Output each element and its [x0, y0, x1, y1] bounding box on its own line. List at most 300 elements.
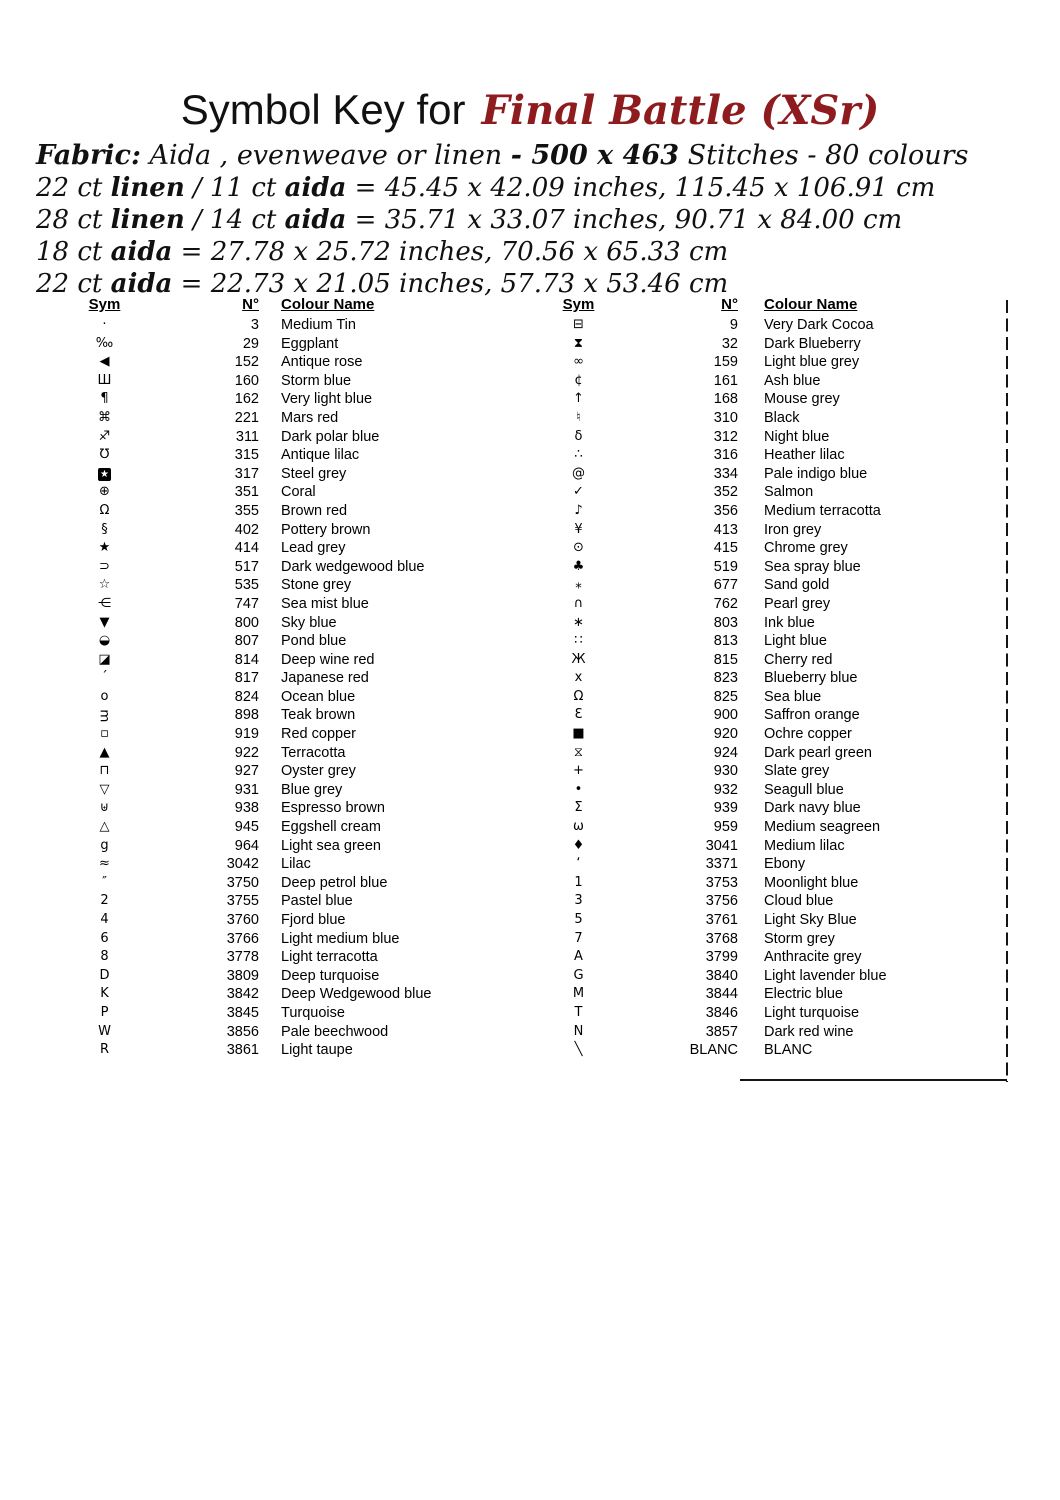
key-row: [536, 651, 1008, 670]
key-row: [62, 521, 531, 540]
colour-name: Coral: [281, 484, 316, 501]
stitch-symbol: ∗: [573, 614, 584, 630]
stitch-symbol: ∷: [574, 633, 583, 649]
key-row: [536, 930, 1008, 949]
key-row: [62, 1004, 531, 1023]
key-row: [536, 483, 1008, 502]
stitch-symbol: A: [574, 949, 583, 965]
stitch-symbol: Ж: [571, 651, 586, 667]
thread-number: 3041: [705, 837, 738, 854]
row-separator-dashed-line: [1006, 300, 1008, 1082]
key-row: [62, 372, 531, 391]
thread-number: 316: [713, 447, 738, 464]
thread-number: 311: [235, 428, 259, 445]
thread-number: 898: [234, 707, 259, 724]
stitch-symbol: 3: [574, 893, 583, 909]
colour-name: Blueberry blue: [764, 670, 858, 687]
key-row: [62, 837, 531, 856]
thread-number: 3371: [705, 856, 738, 873]
stitch-symbol: K: [100, 986, 109, 1002]
colour-name: Oyster grey: [281, 763, 356, 780]
stitch-symbol: ⧗: [573, 335, 584, 351]
key-row: [536, 539, 1008, 558]
colour-name: Ash blue: [764, 372, 821, 389]
title-pattern-name: Final Battle (XSr): [481, 87, 880, 134]
stitch-symbol: △: [99, 819, 110, 835]
thread-number: 3042: [226, 856, 259, 873]
key-row: [62, 688, 531, 707]
key-row: [62, 576, 531, 595]
colour-name: Heather lilac: [764, 447, 845, 464]
colour-name: Deep petrol blue: [281, 874, 388, 891]
key-row: [536, 353, 1008, 372]
stitch-symbol: ·: [102, 317, 107, 332]
stitch-symbol: N: [573, 1023, 584, 1039]
stitch-symbol: ⊓: [99, 763, 110, 779]
key-row: [536, 706, 1008, 725]
colour-name: Pearl grey: [764, 595, 831, 612]
stitch-symbol: M: [572, 986, 585, 1002]
key-row: [62, 409, 531, 428]
stitch-symbol: G: [573, 967, 584, 983]
colour-name: Medium terracotta: [764, 502, 881, 519]
colour-name: Sea mist blue: [281, 595, 369, 612]
thread-number: 919: [234, 726, 259, 743]
colour-name: Pottery brown: [281, 521, 371, 538]
colour-name: Fjord blue: [281, 912, 346, 928]
thread-number: 3840: [705, 967, 738, 984]
thread-number: 334: [713, 465, 738, 482]
colour-name: Chrome grey: [764, 540, 848, 557]
key-row: [536, 446, 1008, 465]
thread-number: 3: [250, 317, 259, 333]
stitch-symbol: 5: [574, 912, 583, 927]
stitch-symbol: 7: [574, 930, 583, 946]
thread-number: 315: [234, 447, 259, 464]
stitch-symbol: §: [101, 521, 108, 537]
colour-name: Very light blue: [281, 391, 373, 408]
stitch-symbol: ♮: [576, 409, 581, 425]
key-row: [62, 911, 531, 930]
stitch-symbol: P: [100, 1004, 109, 1020]
thread-number: 312: [713, 428, 738, 445]
stitch-symbol: ⊙: [573, 540, 584, 556]
colour-name: Storm grey: [764, 930, 835, 947]
key-row: [62, 335, 531, 354]
thread-number: 813: [713, 633, 738, 650]
key-row: [62, 744, 531, 763]
thread-number: 3844: [705, 986, 738, 1003]
thread-number: 927: [234, 763, 259, 780]
thread-number: 824: [234, 688, 259, 705]
key-row: [536, 502, 1008, 521]
thread-number: 3856: [226, 1023, 259, 1040]
thread-number: 168: [713, 391, 738, 408]
colour-name: Dark pearl green: [764, 744, 872, 761]
stitch-symbol: ⌘: [98, 409, 111, 425]
stitch-symbol: ‰: [95, 335, 114, 351]
stitch-symbol: ⋲: [98, 595, 111, 611]
stitch-symbol: Σ: [574, 800, 583, 816]
key-row: [536, 390, 1008, 409]
stitch-symbol: ⁎: [575, 577, 582, 593]
stitch-symbol: ◪: [98, 651, 111, 667]
colour-name: Antique rose: [281, 354, 363, 371]
colour-name: Japanese red: [281, 670, 369, 687]
table-bottom-border-line: [740, 1079, 1007, 1081]
thread-number: 930: [713, 763, 738, 780]
thread-number: 402: [234, 521, 259, 538]
key-row: [536, 781, 1008, 800]
thread-number: 3809: [226, 967, 259, 984]
thread-number: 29: [242, 335, 259, 352]
stitch-symbol: W: [98, 1023, 111, 1039]
stitch-symbol: 1: [574, 874, 583, 890]
stitch-symbol: ¶: [100, 391, 109, 407]
colour-name: Dark navy blue: [764, 800, 861, 817]
colour-name: Iron grey: [764, 521, 822, 538]
thread-number: 414: [234, 540, 259, 557]
key-row: [536, 576, 1008, 595]
thread-number: 825: [713, 688, 738, 705]
stitch-symbol: g: [100, 837, 109, 853]
key-header-row: [536, 296, 1008, 316]
stitch-symbol: ↑: [573, 391, 584, 407]
thread-number: 317: [234, 465, 259, 482]
thread-number: 747: [234, 595, 259, 612]
colour-name: Turquoise: [281, 1004, 345, 1021]
thread-number: BLANC: [689, 1042, 738, 1059]
colour-name: Red copper: [281, 726, 356, 743]
colour-name: Black: [764, 409, 800, 426]
colour-name: Light blue: [764, 633, 827, 650]
key-row: [62, 781, 531, 800]
thread-number: 3842: [226, 986, 259, 1003]
thread-number: 922: [234, 744, 259, 761]
stitch-symbol: ▲: [99, 744, 110, 760]
key-row: [62, 502, 531, 521]
thread-number: 535: [234, 577, 259, 594]
stitch-symbol: D: [99, 967, 110, 983]
colour-name: Light medium blue: [281, 930, 400, 947]
colour-name-column-header: Colour Name: [281, 296, 375, 313]
thread-number: 3766: [226, 930, 259, 947]
thread-number: 355: [234, 502, 259, 519]
thread-number: 932: [713, 781, 738, 798]
key-row: [536, 967, 1008, 986]
stitch-symbol: ✓: [573, 484, 584, 500]
stitch-symbol: R: [99, 1042, 110, 1058]
colour-name: Mouse grey: [764, 391, 840, 408]
stitch-symbol: ◒: [98, 633, 111, 649]
stitch-symbol: x: [574, 670, 583, 686]
fabric-line: 18 ct aida = 27.78 x 25.72 inches, 70.56 x 65.33 cm: [36, 237, 729, 267]
thread-number: 800: [234, 614, 259, 631]
colour-name: Brown red: [281, 502, 348, 519]
key-row: [62, 669, 531, 688]
colour-name: Cloud blue: [764, 893, 834, 910]
colour-name: Lilac: [281, 856, 311, 873]
key-row: [62, 706, 531, 725]
stitch-symbol: 8: [100, 949, 109, 965]
stitch-symbol: ‘: [576, 856, 581, 872]
key-row: [62, 632, 531, 651]
colour-name: Mars red: [281, 409, 339, 426]
thread-number: 310: [713, 409, 738, 426]
stitch-symbol: ¥: [574, 521, 583, 537]
colour-name: Light taupe: [281, 1042, 353, 1059]
colour-name: Slate grey: [764, 763, 830, 780]
stitch-symbol: o: [100, 688, 109, 704]
thread-number: 3755: [226, 893, 259, 910]
key-row: [62, 651, 531, 670]
colour-name: Steel grey: [281, 465, 347, 482]
key-row: [62, 595, 531, 614]
key-row: [62, 799, 531, 818]
thread-number: 159: [713, 354, 738, 371]
key-row: [536, 1004, 1008, 1023]
thread-number: 762: [713, 595, 738, 612]
colour-name: Dark wedgewood blue: [281, 558, 425, 575]
thread-number: 32: [721, 335, 738, 352]
colour-name: Sea blue: [764, 688, 822, 705]
key-header-row: [62, 296, 531, 316]
key-row: [62, 428, 531, 447]
thread-number: 160: [234, 372, 259, 389]
colour-name: Pond blue: [281, 633, 347, 650]
stitch-symbol: @: [572, 465, 585, 481]
thread-number: 3861: [226, 1042, 259, 1059]
colour-name: Ocean blue: [281, 688, 356, 705]
thread-number: 959: [713, 819, 738, 836]
stitch-symbol: ᴟ: [100, 707, 109, 723]
colour-name: Medium seagreen: [764, 819, 881, 836]
thread-number: 3857: [705, 1023, 738, 1040]
symbol-key-table-right: [536, 296, 1008, 1060]
key-row: [62, 390, 531, 409]
thread-number: 351: [234, 484, 259, 501]
colour-name: Cherry red: [764, 651, 833, 668]
colour-name: Light sea green: [281, 837, 381, 854]
colour-name: Medium lilac: [764, 837, 845, 854]
thread-number: 3846: [705, 1004, 738, 1021]
colour-name: Pale indigo blue: [764, 465, 868, 482]
key-row: [62, 874, 531, 893]
colour-name: Stone grey: [281, 577, 352, 594]
key-row: [536, 837, 1008, 856]
stitch-symbol: ⊕: [99, 484, 110, 500]
colour-name: Light Sky Blue: [764, 912, 857, 928]
colour-name: Deep turquoise: [281, 967, 380, 984]
thread-number: 3760: [226, 912, 259, 928]
stitch-symbol: ˊ: [101, 670, 108, 686]
colour-name: Pastel blue: [281, 893, 353, 910]
colour-name: Seagull blue: [764, 781, 844, 798]
thread-number: 221: [234, 409, 259, 426]
colour-name: Light turquoise: [764, 1004, 860, 1021]
thread-number: 807: [234, 633, 259, 650]
fabric-line: 22 ct linen / 11 ct aida = 45.45 x 42.09 inches, 115.45 x 106.91 cm: [36, 173, 936, 203]
stitch-symbol: 6: [100, 930, 109, 946]
stitch-symbol: [62, 465, 147, 484]
key-row: [536, 744, 1008, 763]
colour-name: Light blue grey: [764, 354, 860, 371]
stitch-symbol: ≈: [99, 856, 110, 872]
colour-name: Ebony: [764, 856, 806, 873]
key-row: [62, 762, 531, 781]
page-title: [0, 86, 1060, 134]
thread-number: 9: [729, 317, 738, 333]
key-row: [536, 911, 1008, 930]
key-row: [62, 818, 531, 837]
key-row: [62, 465, 531, 484]
colour-name: Moonlight blue: [764, 874, 859, 891]
key-row: [536, 316, 1008, 335]
key-row: [536, 855, 1008, 874]
number-column-header: N°: [242, 296, 259, 313]
thread-number: 823: [713, 670, 738, 687]
thread-number: 161: [713, 372, 738, 389]
thread-number: 3768: [705, 930, 738, 947]
stitch-symbol: +: [573, 763, 584, 779]
stitch-symbol: ⊟: [573, 317, 584, 332]
colour-name: Espresso brown: [281, 800, 385, 817]
thread-number: 814: [234, 651, 259, 668]
colour-name: Ink blue: [764, 614, 815, 631]
colour-name: Eggplant: [281, 335, 339, 352]
stitch-symbol: ▫: [100, 726, 109, 742]
colour-name: Very Dark Cocoa: [764, 317, 874, 333]
stitch-symbol: ★: [98, 540, 111, 556]
fabric-info: [36, 140, 1026, 300]
colour-name: BLANC: [764, 1042, 813, 1059]
stitch-symbol: ⊎: [99, 800, 110, 816]
stitch-symbol: Ɛ: [574, 707, 583, 723]
key-row: [536, 799, 1008, 818]
sym-column-header: Sym: [562, 296, 595, 313]
colour-name: Sky blue: [281, 614, 337, 631]
thread-number: 815: [713, 651, 738, 668]
stitch-symbol: ♪: [574, 502, 583, 518]
stitch-symbol: 2: [100, 893, 109, 909]
number-column-header: N°: [721, 296, 738, 313]
key-row: [536, 409, 1008, 428]
key-row: [62, 855, 531, 874]
key-row: [536, 465, 1008, 484]
thread-number: 3799: [705, 949, 738, 966]
stitch-symbol: ◀: [99, 354, 110, 370]
colour-name: Deep Wedgewood blue: [281, 986, 432, 1003]
key-row: [536, 558, 1008, 577]
thread-number: 803: [713, 614, 738, 631]
key-row: [536, 632, 1008, 651]
stitch-symbol: Ω: [99, 502, 110, 518]
key-row: [62, 967, 531, 986]
symbol-key-table-left: [62, 296, 531, 1060]
thread-number: 352: [713, 484, 738, 501]
stitch-symbol: ⧖: [573, 744, 584, 760]
key-row: [536, 818, 1008, 837]
thread-number: 152: [234, 354, 259, 371]
stitch-symbol: δ: [574, 428, 583, 444]
thread-number: 413: [713, 521, 738, 538]
stitch-symbol: •: [574, 781, 583, 797]
thread-number: 517: [234, 558, 259, 575]
thread-number: 900: [713, 707, 738, 724]
thread-number: 938: [234, 800, 259, 817]
title-text: Symbol Key for: [180, 86, 466, 133]
key-row: [62, 725, 531, 744]
stitch-symbol: ╲: [574, 1042, 583, 1058]
key-row: [62, 353, 531, 372]
colour-name: Terracotta: [281, 744, 346, 761]
colour-name: Medium Tin: [281, 317, 356, 333]
key-row: [62, 316, 531, 335]
stitch-symbol: 4: [100, 912, 109, 927]
colour-name: Blue grey: [281, 781, 343, 798]
key-row: [536, 762, 1008, 781]
colour-name: Dark Blueberry: [764, 335, 861, 352]
key-row: [536, 874, 1008, 893]
thread-number: 920: [713, 726, 738, 743]
stitch-symbol: ⊃: [99, 558, 110, 574]
key-row: [62, 614, 531, 633]
thread-number: 356: [713, 502, 738, 519]
key-row: [62, 930, 531, 949]
thread-number: 3778: [226, 949, 259, 966]
fabric-line: Fabric: Aida , evenweave or linen - 500 x 463 Stitches - 80 colours: [36, 140, 969, 171]
thread-number: 3750: [226, 874, 259, 891]
stitch-symbol: ¢: [574, 372, 583, 388]
colour-name: Saffron orange: [764, 707, 860, 724]
key-row: [536, 948, 1008, 967]
colour-name: Anthracite grey: [764, 949, 862, 966]
colour-name: Light terracotta: [281, 949, 378, 966]
colour-name: Antique lilac: [281, 447, 360, 464]
stitch-symbol: ♦: [572, 837, 585, 853]
stitch-symbol: ω: [573, 819, 584, 835]
key-row: [62, 948, 531, 967]
colour-name: Eggshell cream: [281, 819, 381, 836]
key-row: [62, 483, 531, 502]
key-row: [536, 428, 1008, 447]
boxed-symbol: ★: [98, 468, 111, 481]
key-row: [62, 892, 531, 911]
colour-name: Electric blue: [764, 986, 843, 1003]
key-row: [536, 1041, 1008, 1060]
stitch-symbol: ▽: [99, 781, 110, 797]
key-row: [536, 614, 1008, 633]
key-row: [536, 892, 1008, 911]
colour-name: Sea spray blue: [764, 558, 861, 575]
thread-number: 677: [713, 577, 738, 594]
stitch-symbol: T: [574, 1004, 583, 1020]
colour-name: Salmon: [764, 484, 814, 501]
stitch-symbol: ▼: [99, 614, 110, 630]
sym-column-header: Sym: [88, 296, 121, 313]
key-row: [62, 985, 531, 1004]
colour-name: Storm blue: [281, 372, 352, 389]
key-row: [62, 539, 531, 558]
stitch-symbol: Ш: [97, 372, 112, 388]
stitch-symbol: ∩: [573, 595, 584, 611]
fabric-line: 22 ct aida = 22.73 x 21.05 inches, 57.73 x 53.46 cm: [36, 269, 729, 299]
colour-name: Sand gold: [764, 577, 830, 594]
colour-name-column-header: Colour Name: [764, 296, 858, 313]
colour-name: Night blue: [764, 428, 830, 445]
colour-name: Light lavender blue: [764, 967, 887, 984]
key-row: [536, 521, 1008, 540]
